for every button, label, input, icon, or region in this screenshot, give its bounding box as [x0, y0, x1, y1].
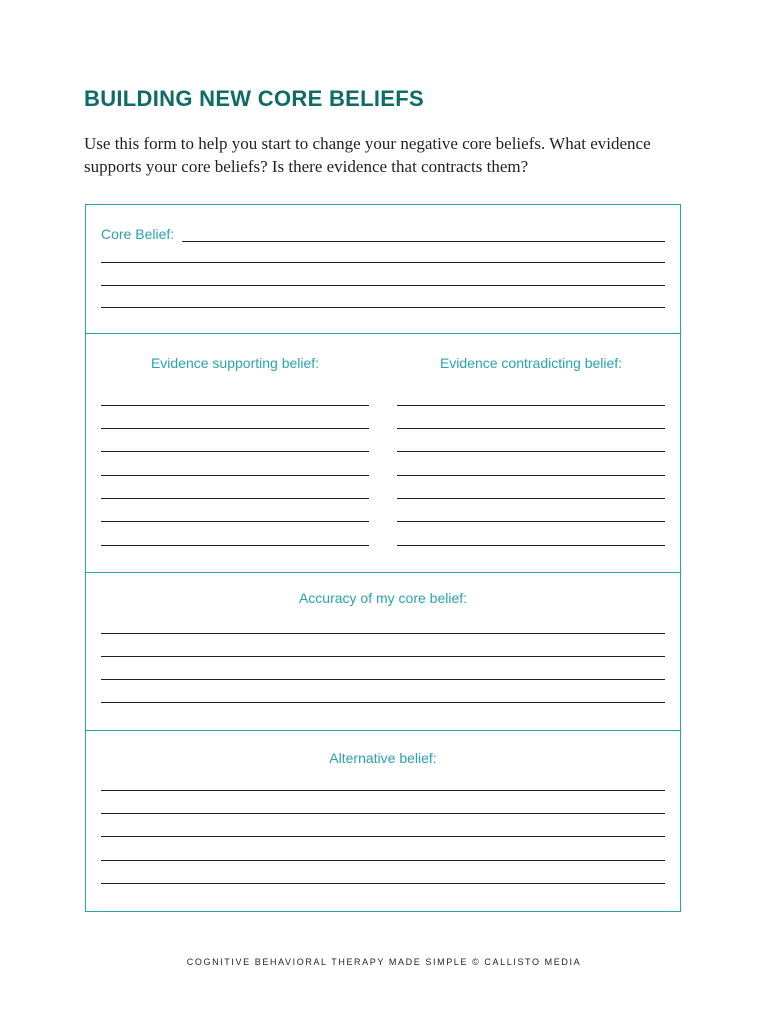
core-belief-section — [86, 205, 680, 334]
accuracy-line[interactable] — [101, 702, 665, 703]
contradicting-line[interactable] — [397, 475, 665, 476]
alternative-label: Alternative belief: — [329, 750, 437, 766]
core-beliefs-form — [85, 204, 681, 912]
alternative-line[interactable] — [101, 860, 665, 861]
supporting-line[interactable] — [101, 498, 369, 499]
accuracy-line[interactable] — [101, 656, 665, 657]
core-belief-line[interactable] — [101, 285, 665, 286]
core-belief-label: Core Belief: — [101, 226, 175, 242]
supporting-line[interactable] — [101, 451, 369, 452]
core-belief-line[interactable] — [101, 262, 665, 263]
contradicting-line[interactable] — [397, 498, 665, 499]
contradicting-line[interactable] — [397, 545, 665, 546]
supporting-line[interactable] — [101, 545, 369, 546]
contradicting-line[interactable] — [397, 428, 665, 429]
footer-credit: COGNITIVE BEHAVIORAL THERAPY MADE SIMPLE © CALLISTO MEDIA — [186, 957, 582, 967]
page-title: BUILDING NEW CORE BELIEFS — [84, 86, 424, 111]
accuracy-line[interactable] — [101, 679, 665, 680]
contradicting-line[interactable] — [397, 405, 665, 406]
supporting-line[interactable] — [101, 475, 369, 476]
core-belief-line[interactable] — [101, 307, 665, 308]
supporting-line[interactable] — [101, 521, 369, 522]
contradicting-line[interactable] — [397, 451, 665, 452]
evidence-section — [86, 334, 680, 573]
accuracy-label: Accuracy of my core belief: — [298, 590, 468, 606]
supporting-line[interactable] — [101, 428, 369, 429]
accuracy-line[interactable] — [101, 633, 665, 634]
core-belief-line[interactable] — [182, 241, 665, 242]
intro-text: Use this form to help you start to change your negative core beliefs. What evidence supports your core beliefs? Is there evidence that contracts them? — [84, 134, 651, 176]
alternative-section — [86, 731, 680, 911]
alternative-line[interactable] — [101, 790, 665, 791]
alternative-line[interactable] — [101, 813, 665, 814]
accuracy-section — [86, 573, 680, 731]
contradicting-line[interactable] — [397, 521, 665, 522]
alternative-line[interactable] — [101, 836, 665, 837]
supporting-line[interactable] — [101, 405, 369, 406]
alternative-line[interactable] — [101, 883, 665, 884]
evidence-contradicting-label: Evidence contradicting belief: — [439, 355, 623, 371]
evidence-supporting-label: Evidence supporting belief: — [150, 355, 320, 371]
